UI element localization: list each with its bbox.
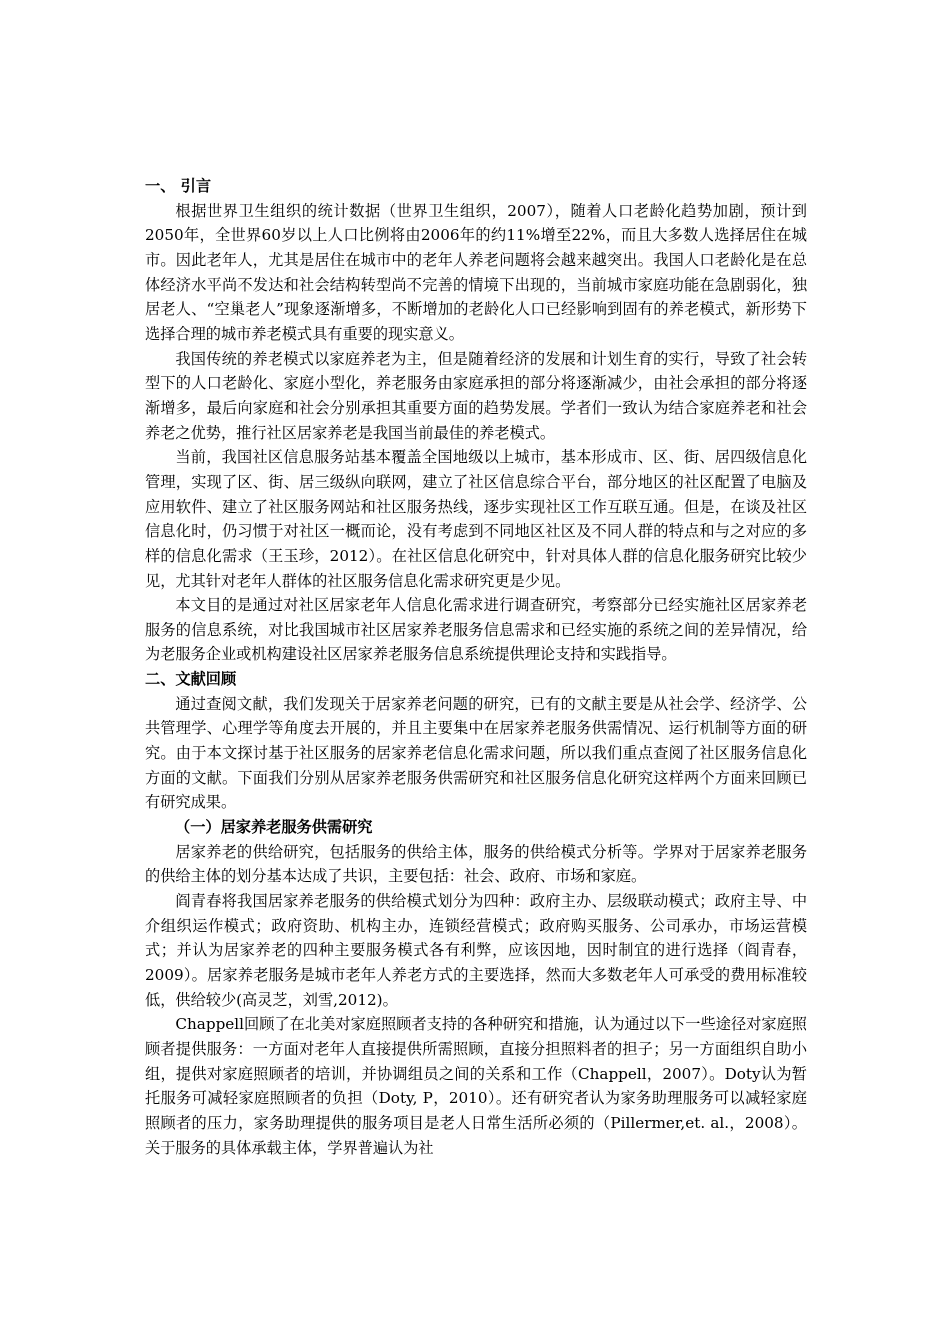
- paragraph: 我国传统的养老模式以家庭养老为主，但是随着经济的发展和计划生育的实行，导致了社会转型下的人口老龄化、家庭小型化，养老服务由家庭承担的部分将逐渐减少，由社会承担的部分将逐渐增多，最后向家庭和社会分别承担其重要方面的趋势发展。学者们一致认为结合家庭养老和社会养老之优势，推行社区居家养老是我国当前最佳的养老模式。: [145, 349, 807, 442]
- section-heading-literature-review: 二、文献回顾: [145, 670, 237, 689]
- subsection-heading-supply-demand: （一）居家养老服务供需研究: [175, 818, 373, 837]
- paragraph: 根据世界卫生组织的统计数据（世界卫生组织，2007），随着人口老龄化趋势加剧，预计到2050年，全世界60岁以上人口比例将由2006年的约11%增至22%，而且大多数人选择居住在城市。因此老年人，尤其是居住在城市中的老年人养老问题将会越来越突出。我国人口老龄化是在总体经济水平尚不发达和社会结构转型尚不完善的情境下出现的，当前城市家庭功能在急剧弱化，独居老人、“空巢老人”现象逐渐增多，不断增加的老龄化人口已经影响到固有的养老模式，新形势下选择合理的城市养老模式具有重要的现实意义。: [145, 201, 807, 343]
- paragraph: Chappell回顾了在北美对家庭照顾者支持的各种研究和措施，认为通过以下一些途径对家庭照顾者提供服务：一方面对老年人直接提供所需照顾，直接分担照料者的担子；另一方面组织自助小组，提供对家庭照顾者的培训，并协调组员之间的关系和工作（Chappell，2007）。Doty认为暂托服务可减轻家庭照顾者的负担（Doty, P，2010）。还有研究者认为家务助理服务可以减轻家庭照顾者的压力，家务助理提供的服务项目是老人日常生活所必须的（Pillermer,et. al.，2008）。关于服务的具体承载主体，学界普遍认为社: [145, 1015, 807, 1157]
- paragraph: 本文目的是通过对社区居家老年人信息化需求进行调查研究，考察部分已经实施社区居家养老服务的信息系统，对比我国城市社区居家养老服务信息需求和已经实施的系统之间的差异情况，给为老服务企业或机构建设社区居家养老服务信息系统提供理论支持和实践指导。: [145, 596, 807, 664]
- paragraph: 当前，我国社区信息服务站基本覆盖全国地级以上城市，基本形成市、区、街、居四级信息化管理，实现了区、街、居三级纵向联网，建立了社区信息综合平台，部分地区的社区配置了电脑及应用软件、建立了社区服务网站和社区服务热线，逐步实现社区工作互联互通。但是，在谈及社区信息化时，仍习惯于对社区一概而论，没有考虑到不同地区社区及不同人群的特点和与之对应的多样的信息化需求（王玉珍，2012）。在社区信息化研究中，针对具体人群的信息化服务研究比较少见，尤其针对老年人群体的社区服务信息化需求研究更是少见。: [145, 448, 807, 590]
- document-body: [145, 174, 807, 1160]
- paragraph: 阎青春将我国居家养老服务的供给模式划分为四种：政府主办、层级联动模式；政府主导、中介组织运作模式；政府资助、机构主办，连锁经营模式；政府购买服务、公司承办，市场运营模式；并认为居家养老的四种主要服务模式各有利弊，应该因地，因时制宜的进行选择（阎青春，2009）。居家养老服务是城市老年人养老方式的主要选择，然而大多数老年人可承受的费用标准较低，供给较少(高灵芝，刘雪,2012)。: [145, 892, 807, 1009]
- paragraph: 居家养老的供给研究，包括服务的供给主体，服务的供给模式分析等。学界对于居家养老服务的供给主体的划分基本达成了共识，主要包括：社会、政府、市场和家庭。: [145, 842, 807, 886]
- paragraph: 通过查阅文献，我们发现关于居家养老问题的研究，已有的文献主要是从社会学、经济学、公共管理学、心理学等角度去开展的，并且主要集中在居家养老服务供需情况、运行机制等方面的研究。由于本文探讨基于社区服务的居家养老信息化需求问题，所以我们重点查阅了社区服务信息化方面的文献。下面我们分别从居家养老服务供需研究和社区服务信息化研究这样两个方面来回顾已有研究成果。: [145, 694, 807, 812]
- section-heading-introduction: 一、 引言: [145, 177, 212, 195]
